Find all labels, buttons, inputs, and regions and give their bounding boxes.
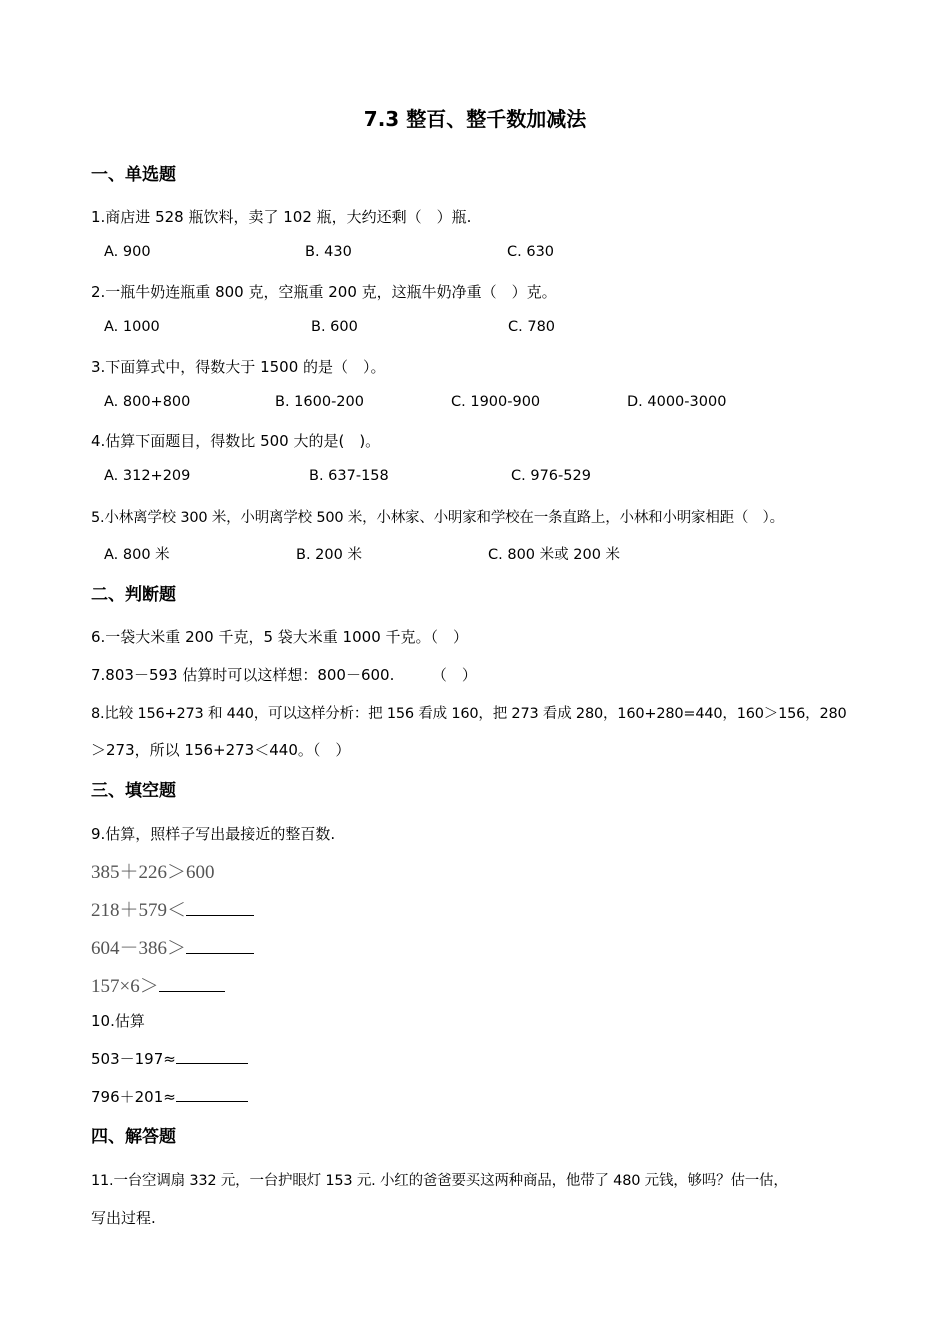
q5-option-b: B. 200 米 (296, 547, 362, 563)
q10-item-1-expression: 503－197≈ (91, 1050, 176, 1068)
q3-option-b: B. 1600-200 (275, 394, 364, 410)
question-1: 1.商店进 528 瓶饮料，卖了 102 瓶，大约还剩（ ）瓶. (91, 208, 472, 226)
q4-option-c: C. 976-529 (511, 468, 591, 484)
answer-blank[interactable] (186, 939, 254, 954)
question-11-line-1: 11.一台空调扇 332 元，一台护眼灯 153 元. 小红的爸爸要买这两种商品，他带了 480 元钱，够吗？估一估， (91, 1173, 788, 1189)
q9-item-2 (91, 933, 254, 960)
question-7: 7.803－593 估算时可以这样想：800－600. （ ） (91, 666, 477, 684)
question-9: 9.估算，照样子写出最接近的整百数. (91, 825, 336, 843)
q9-item-3-expression: 157×6＞ (91, 976, 159, 997)
question-8-line-1: 8.比较 156+273 和 440，可以这样分析：把 156 看成 160，把 273 看成 280，160+280=440，160＞156，280 (91, 706, 847, 722)
answer-blank[interactable] (176, 1049, 248, 1064)
question-2: 2.一瓶牛奶连瓶重 800 克，空瓶重 200 克，这瓶牛奶净重（ ）克。 (91, 283, 557, 301)
section-heading-single-choice: 一、单选题 (91, 165, 176, 185)
answer-blank[interactable] (176, 1087, 248, 1102)
question-11-line-2: 写出过程. (91, 1209, 156, 1227)
q9-item-2-expression: 604－386＞ (91, 938, 187, 959)
q10-item-1 (91, 1048, 248, 1069)
answer-blank[interactable] (159, 977, 225, 992)
question-5: 5.小林离学校 300 米，小明离学校 500 米，小林家、小明家和学校在一条直路上，小林和小明家相距（ ）。 (91, 510, 784, 526)
q3-option-d: D. 4000-3000 (627, 394, 727, 410)
q9-item-1 (91, 895, 254, 922)
question-10: 10.估算 (91, 1012, 145, 1030)
q9-item-3 (91, 971, 225, 998)
q1-option-b: B. 430 (305, 244, 352, 260)
q9-item-1-expression: 218＋579＜ (91, 900, 187, 921)
q2-option-c: C. 780 (508, 319, 556, 335)
question-3: 3.下面算式中，得数大于 1500 的是（ ）。 (91, 358, 386, 376)
question-8-line-2: ＞273，所以 156+273＜440。（ ） (91, 741, 351, 759)
q5-option-a: A. 800 米 (104, 547, 170, 563)
section-heading-fill-blank: 三、填空题 (91, 781, 176, 801)
q3-option-a: A. 800+800 (104, 394, 191, 410)
q3-option-c: C. 1900-900 (451, 394, 541, 410)
q4-option-a: A. 312+209 (104, 468, 191, 484)
q1-option-a: A. 900 (104, 244, 151, 260)
q5-option-c: C. 800 米或 200 米 (488, 547, 621, 563)
question-6: 6.一袋大米重 200 千克，5 袋大米重 1000 千克。（ ） (91, 628, 469, 646)
section-heading-problem-solving: 四、解答题 (91, 1127, 176, 1147)
page-title: 7.3 整百、整千数加减法 (363, 107, 587, 131)
answer-blank[interactable] (186, 901, 254, 916)
q10-item-2 (91, 1086, 248, 1107)
q10-item-2-expression: 796＋201≈ (91, 1088, 176, 1106)
section-heading-true-false: 二、判断题 (91, 585, 176, 605)
question-4: 4.估算下面题目，得数比 500 大的是( )。 (91, 432, 381, 450)
q2-option-a: A. 1000 (104, 319, 160, 335)
q1-option-c: C. 630 (507, 244, 555, 260)
q9-example: 385＋226＞600 (91, 862, 215, 883)
q4-option-b: B. 637-158 (309, 468, 389, 484)
q2-option-b: B. 600 (311, 319, 358, 335)
